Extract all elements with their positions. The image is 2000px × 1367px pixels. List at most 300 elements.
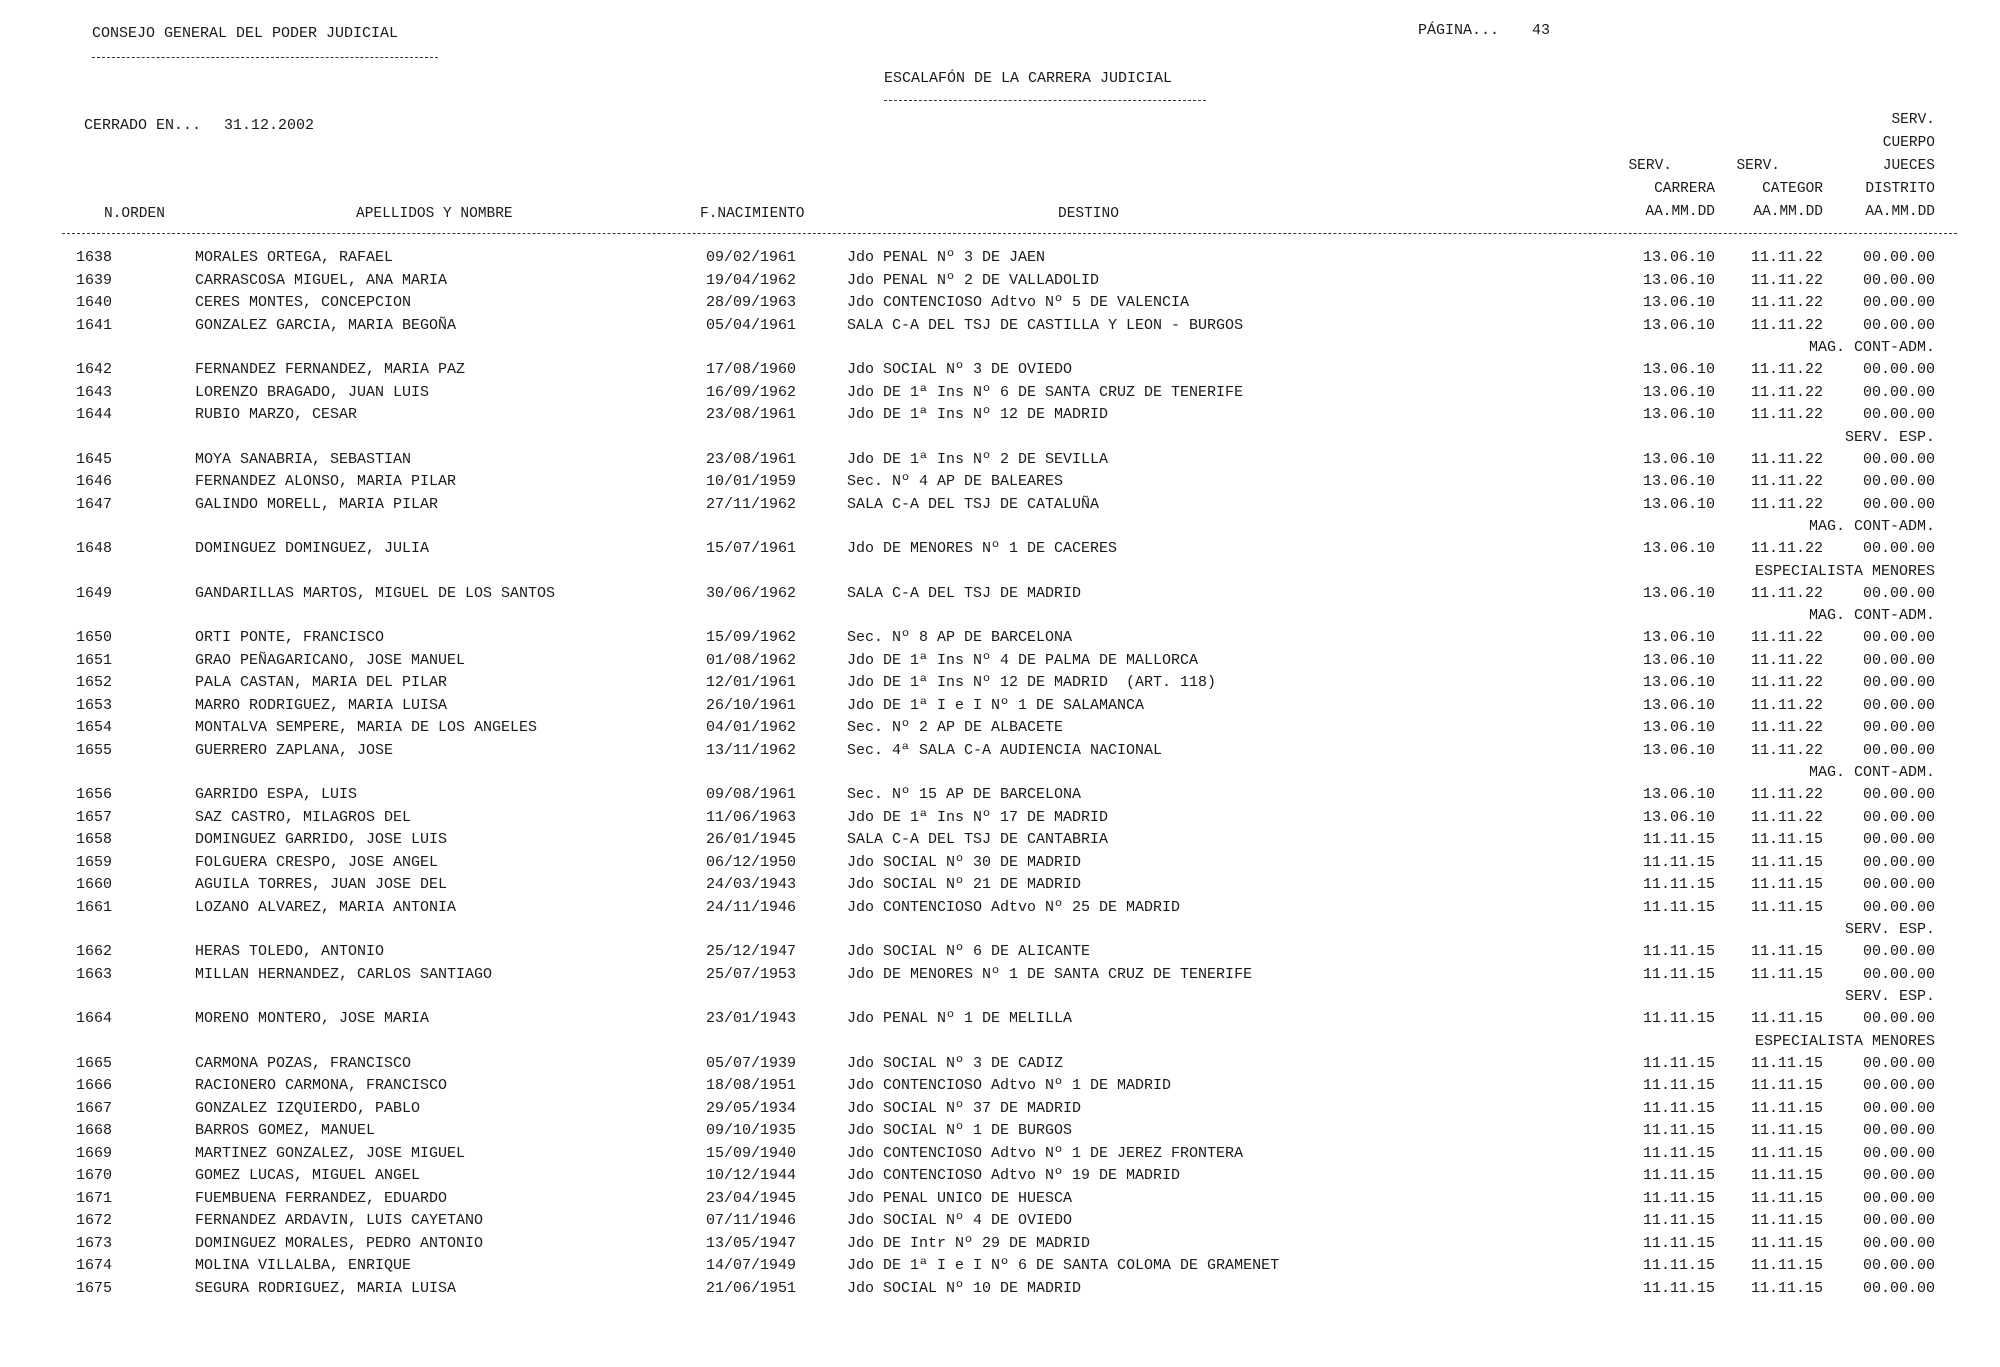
destino-cell: SALA C-A DEL TSJ DE CASTILLA Y LEON - BURGOS <box>847 316 1244 334</box>
table-row <box>0 830 2000 850</box>
orden-cell: 1663 <box>76 965 113 983</box>
birthdate-cell: 30/06/1962 <box>706 584 797 602</box>
table-row <box>0 898 2000 918</box>
name-cell: MORENO MONTERO, JOSE MARIA <box>195 1010 430 1027</box>
serv-carrera-cell: 11.11.15 <box>1642 965 1715 983</box>
destino-cell: Sec. Nº 2 AP DE ALBACETE <box>847 719 1064 736</box>
name-cell: GARRIDO ESPA, LUIS <box>195 786 358 803</box>
table-row <box>0 696 2000 716</box>
table-row <box>0 1121 2000 1141</box>
serv-jueces-cell: 00.00.00 <box>1862 719 1935 736</box>
serv-categor-cell: 11.11.22 <box>1750 316 1823 334</box>
serv-categor-cell: 11.11.15 <box>1750 943 1823 960</box>
serv-categor-cell: 11.11.22 <box>1750 383 1823 401</box>
destino-cell: Jdo DE 1ª Ins Nº 12 DE MADRID (ART. 118) <box>847 674 1217 691</box>
orden-cell: 1661 <box>76 898 113 916</box>
birthdate-cell: 13/11/1962 <box>706 741 797 759</box>
column-header-categor-line3: AA.MM.DD <box>1753 204 1823 220</box>
column-header-nacimiento: F.NACIMIENTO <box>700 206 805 222</box>
serv-jueces-cell: 00.00.00 <box>1862 540 1935 557</box>
row-note: ESPECIALISTA MENORES <box>1754 562 1935 580</box>
institution-underline <box>92 57 438 58</box>
name-cell: MORALES ORTEGA, RAFAEL <box>195 249 394 266</box>
name-cell: SEGURA RODRIGUEZ, MARIA LUISA <box>195 1279 457 1297</box>
serv-carrera-cell: 11.11.15 <box>1642 1099 1715 1117</box>
serv-jueces-cell: 00.00.00 <box>1862 1279 1935 1297</box>
column-header-nombre: APELLIDOS Y NOMBRE <box>356 206 513 222</box>
serv-categor-cell: 11.11.15 <box>1750 1054 1823 1072</box>
table-row <box>0 718 2000 738</box>
serv-carrera-cell: 13.06.10 <box>1642 651 1715 669</box>
table-row <box>0 1076 2000 1096</box>
birthdate-cell: 26/01/1945 <box>706 831 797 848</box>
table-row <box>0 853 2000 873</box>
destino-cell: Sec. Nº 15 AP DE BARCELONA <box>847 786 1082 803</box>
name-cell: FERNANDEZ FERNANDEZ, MARIA PAZ <box>195 361 466 378</box>
orden-cell: 1657 <box>76 808 113 826</box>
table-row <box>0 673 2000 693</box>
serv-categor-cell: 11.11.15 <box>1750 1167 1823 1184</box>
serv-carrera-cell: 11.11.15 <box>1642 1257 1715 1274</box>
orden-cell: 1648 <box>76 540 113 557</box>
birthdate-cell: 24/03/1943 <box>706 876 797 893</box>
serv-jueces-cell: 00.00.00 <box>1862 831 1935 848</box>
destino-cell: Jdo DE 1ª Ins Nº 4 DE PALMA DE MALLORCA <box>847 651 1199 669</box>
serv-categor-cell: 11.11.22 <box>1750 629 1823 646</box>
orden-cell: 1659 <box>76 853 113 871</box>
orden-cell: 1650 <box>76 629 113 646</box>
birthdate-cell: 11/06/1963 <box>706 808 797 826</box>
serv-jueces-cell: 00.00.00 <box>1862 898 1935 916</box>
birthdate-cell: 18/08/1951 <box>706 1077 797 1094</box>
destino-cell: Jdo PENAL Nº 3 DE JAEN <box>847 249 1046 266</box>
destino-cell: Jdo DE 1ª Ins Nº 17 DE MADRID <box>847 808 1109 826</box>
serv-jueces-cell: 00.00.00 <box>1862 271 1935 289</box>
birthdate-cell: 15/07/1961 <box>706 540 797 557</box>
serv-categor-cell: 11.11.22 <box>1750 584 1823 602</box>
destino-cell: Jdo DE MENORES Nº 1 DE SANTA CRUZ DE TENERIFE <box>847 965 1253 983</box>
serv-categor-cell: 11.11.15 <box>1750 965 1823 983</box>
row-note: MAG. CONT-ADM. <box>1808 339 1935 356</box>
name-cell: MOLINA VILLALBA, ENRIQUE <box>195 1257 412 1274</box>
header-separator <box>62 233 1957 234</box>
serv-carrera-cell: 11.11.15 <box>1642 1279 1715 1297</box>
name-cell: MILLAN HERNANDEZ, CARLOS SANTIAGO <box>195 965 493 983</box>
column-header-jueces-line5: AA.MM.DD <box>1865 204 1935 220</box>
birthdate-cell: 01/08/1962 <box>706 651 797 669</box>
serv-carrera-cell: 11.11.15 <box>1642 943 1715 960</box>
table-row <box>0 1054 2000 1074</box>
serv-jueces-cell: 00.00.00 <box>1862 495 1935 513</box>
birthdate-cell: 16/09/1962 <box>706 383 797 401</box>
destino-cell: Jdo DE 1ª I e I Nº 1 DE SALAMANCA <box>847 696 1145 714</box>
birthdate-cell: 10/01/1959 <box>706 473 797 490</box>
serv-jueces-cell: 00.00.00 <box>1862 1099 1935 1117</box>
orden-cell: 1662 <box>76 943 113 960</box>
birthdate-cell: 07/11/1946 <box>706 1212 797 1229</box>
birthdate-cell: 15/09/1940 <box>706 1144 797 1162</box>
serv-jueces-cell: 00.00.00 <box>1862 1234 1935 1252</box>
orden-cell: 1675 <box>76 1279 113 1297</box>
serv-jueces-cell: 00.00.00 <box>1862 1077 1935 1094</box>
serv-categor-cell: 11.11.22 <box>1750 249 1823 266</box>
table-row-note <box>0 517 2000 537</box>
serv-categor-cell: 11.11.15 <box>1750 1010 1823 1027</box>
serv-carrera-cell: 13.06.10 <box>1642 473 1715 490</box>
column-header-orden: N.ORDEN <box>104 206 165 222</box>
table-row <box>0 271 2000 291</box>
orden-cell: 1644 <box>76 406 113 423</box>
orden-cell: 1654 <box>76 719 113 736</box>
birthdate-cell: 13/05/1947 <box>706 1234 797 1252</box>
column-header-categor-line2: CATEGOR <box>1762 181 1823 197</box>
serv-jueces-cell: 00.00.00 <box>1862 1054 1935 1072</box>
orden-cell: 1668 <box>76 1122 113 1139</box>
serv-carrera-cell: 13.06.10 <box>1642 741 1715 759</box>
name-cell: GANDARILLAS MARTOS, MIGUEL DE LOS SANTOS <box>195 584 556 602</box>
table-row <box>0 472 2000 492</box>
serv-jueces-cell: 00.00.00 <box>1862 1010 1935 1027</box>
destino-cell: Sec. Nº 8 AP DE BARCELONA <box>847 629 1073 646</box>
orden-cell: 1664 <box>76 1010 113 1027</box>
serv-jueces-cell: 00.00.00 <box>1862 584 1935 602</box>
serv-jueces-cell: 00.00.00 <box>1862 1122 1935 1139</box>
serv-jueces-cell: 00.00.00 <box>1862 876 1935 893</box>
orden-cell: 1645 <box>76 450 113 468</box>
birthdate-cell: 23/04/1945 <box>706 1189 797 1207</box>
name-cell: DOMINGUEZ MORALES, PEDRO ANTONIO <box>195 1234 484 1252</box>
birthdate-cell: 25/12/1947 <box>706 943 797 960</box>
page-number: 43 <box>1532 22 1551 39</box>
name-cell: DOMINGUEZ DOMINGUEZ, JULIA <box>195 540 430 557</box>
table-row <box>0 1009 2000 1029</box>
serv-categor-cell: 11.11.15 <box>1750 831 1823 848</box>
row-note: SERV. ESP. <box>1844 428 1935 446</box>
serv-carrera-cell: 11.11.15 <box>1642 1212 1715 1229</box>
name-cell: LORENZO BRAGADO, JUAN LUIS <box>195 383 430 401</box>
name-cell: GUERRERO ZAPLANA, JOSE <box>195 741 394 759</box>
table-row-note <box>0 428 2000 448</box>
birthdate-cell: 04/01/1962 <box>706 719 797 736</box>
destino-cell: Jdo DE Intr Nº 29 DE MADRID <box>847 1234 1091 1252</box>
page-label: PÁGINA... <box>1418 22 1500 39</box>
name-cell: FUEMBUENA FERRANDEZ, EDUARDO <box>195 1189 448 1207</box>
name-cell: AGUILA TORRES, JUAN JOSE DEL <box>195 876 448 893</box>
serv-categor-cell: 11.11.22 <box>1750 271 1823 289</box>
column-header-carrera-line3: AA.MM.DD <box>1645 204 1715 220</box>
orden-cell: 1658 <box>76 831 113 848</box>
serv-carrera-cell: 13.06.10 <box>1642 786 1715 803</box>
serv-jueces-cell: 00.00.00 <box>1862 853 1935 871</box>
name-cell: FERNANDEZ ALONSO, MARIA PILAR <box>195 473 457 490</box>
serv-jueces-cell: 00.00.00 <box>1862 629 1935 646</box>
serv-carrera-cell: 11.11.15 <box>1642 1122 1715 1139</box>
name-cell: GONZALEZ GARCIA, MARIA BEGOÑA <box>195 316 457 334</box>
serv-jueces-cell: 00.00.00 <box>1862 249 1935 266</box>
closed-label: CERRADO EN... <box>84 117 202 134</box>
destino-cell: Jdo DE 1ª Ins Nº 12 DE MADRID <box>847 406 1109 423</box>
destino-cell: Jdo CONTENCIOSO Adtvo Nº 1 DE JEREZ FRONTERA <box>847 1144 1244 1162</box>
table-row <box>0 383 2000 403</box>
destino-cell: Jdo DE 1ª I e I Nº 6 DE SANTA COLOMA DE GRAMENET <box>847 1257 1280 1274</box>
serv-categor-cell: 11.11.15 <box>1750 1189 1823 1207</box>
name-cell: GOMEZ LUCAS, MIGUEL ANGEL <box>195 1167 421 1184</box>
column-header-jueces-line3: JUECES <box>1882 158 1935 174</box>
orden-cell: 1646 <box>76 473 113 490</box>
serv-carrera-cell: 11.11.15 <box>1642 1077 1715 1094</box>
table-row <box>0 1279 2000 1299</box>
destino-cell: Jdo CONTENCIOSO Adtvo Nº 1 DE MADRID <box>847 1077 1172 1094</box>
destino-cell: Jdo SOCIAL Nº 10 DE MADRID <box>847 1279 1082 1297</box>
serv-carrera-cell: 11.11.15 <box>1642 1234 1715 1252</box>
destino-cell: Jdo DE 1ª Ins Nº 2 DE SEVILLA <box>847 450 1109 468</box>
table-row <box>0 785 2000 805</box>
serv-carrera-cell: 13.06.10 <box>1642 629 1715 646</box>
orden-cell: 1673 <box>76 1234 113 1252</box>
serv-carrera-cell: 11.11.15 <box>1642 1144 1715 1162</box>
serv-carrera-cell: 11.11.15 <box>1642 876 1715 893</box>
serv-jueces-cell: 00.00.00 <box>1862 965 1935 983</box>
column-header-jueces-line1: SERV. <box>1891 112 1935 128</box>
table-row <box>0 450 2000 470</box>
row-note: MAG. CONT-ADM. <box>1808 764 1935 781</box>
table-row-note <box>0 338 2000 358</box>
serv-jueces-cell: 00.00.00 <box>1862 741 1935 759</box>
birthdate-cell: 05/04/1961 <box>706 316 797 334</box>
serv-jueces-cell: 00.00.00 <box>1862 1257 1935 1274</box>
table-row <box>0 1256 2000 1276</box>
serv-jueces-cell: 00.00.00 <box>1862 450 1935 468</box>
table-row <box>0 248 2000 268</box>
serv-categor-cell: 11.11.22 <box>1750 361 1823 378</box>
birthdate-cell: 28/09/1963 <box>706 294 797 311</box>
serv-categor-cell: 11.11.22 <box>1750 674 1823 691</box>
table-row <box>0 1189 2000 1209</box>
serv-categor-cell: 11.11.15 <box>1750 1122 1823 1139</box>
table-row <box>0 316 2000 336</box>
table-row <box>0 1099 2000 1119</box>
orden-cell: 1665 <box>76 1054 113 1072</box>
serv-jueces-cell: 00.00.00 <box>1862 361 1935 378</box>
name-cell: SAZ CASTRO, MILAGROS DEL <box>195 808 412 826</box>
serv-carrera-cell: 13.06.10 <box>1642 674 1715 691</box>
serv-categor-cell: 11.11.15 <box>1750 1077 1823 1094</box>
serv-carrera-cell: 13.06.10 <box>1642 271 1715 289</box>
destino-cell: Jdo PENAL UNICO DE HUESCA <box>847 1189 1073 1207</box>
serv-categor-cell: 11.11.15 <box>1750 1257 1823 1274</box>
serv-carrera-cell: 13.06.10 <box>1642 316 1715 334</box>
name-cell: GRAO PEÑAGARICANO, JOSE MANUEL <box>195 651 466 669</box>
name-cell: MARTINEZ GONZALEZ, JOSE MIGUEL <box>195 1144 466 1162</box>
serv-carrera-cell: 11.11.15 <box>1642 1010 1715 1027</box>
table-row <box>0 808 2000 828</box>
serv-jueces-cell: 00.00.00 <box>1862 473 1935 490</box>
column-header-jueces-line4: DISTRITO <box>1865 181 1935 197</box>
birthdate-cell: 23/01/1943 <box>706 1010 797 1027</box>
serv-jueces-cell: 00.00.00 <box>1862 1167 1935 1184</box>
row-note: MAG. CONT-ADM. <box>1808 607 1935 624</box>
name-cell: CERES MONTES, CONCEPCION <box>195 294 412 311</box>
serv-jueces-cell: 00.00.00 <box>1862 1189 1935 1207</box>
serv-jueces-cell: 00.00.00 <box>1862 808 1935 826</box>
closed-date: 31.12.2002 <box>224 117 315 134</box>
name-cell: CARMONA POZAS, FRANCISCO <box>195 1054 412 1072</box>
name-cell: RUBIO MARZO, CESAR <box>195 406 358 423</box>
orden-cell: 1652 <box>76 674 113 691</box>
table-row <box>0 651 2000 671</box>
name-cell: RACIONERO CARMONA, FRANCISCO <box>195 1077 448 1094</box>
orden-cell: 1666 <box>76 1077 113 1094</box>
serv-categor-cell: 11.11.22 <box>1750 540 1823 557</box>
column-header-categor-line1: SERV. <box>1736 158 1780 174</box>
name-cell: GONZALEZ IZQUIERDO, PABLO <box>195 1099 421 1117</box>
serv-jueces-cell: 00.00.00 <box>1862 696 1935 714</box>
row-note: ESPECIALISTA MENORES <box>1754 1032 1935 1050</box>
name-cell: HERAS TOLEDO, ANTONIO <box>195 943 385 960</box>
birthdate-cell: 23/08/1961 <box>706 450 797 468</box>
name-cell: DOMINGUEZ GARRIDO, JOSE LUIS <box>195 831 448 848</box>
destino-cell: Jdo SOCIAL Nº 1 DE BURGOS <box>847 1122 1073 1139</box>
destino-cell: Jdo DE 1ª Ins Nº 6 DE SANTA CRUZ DE TENERIFE <box>847 383 1244 401</box>
serv-jueces-cell: 00.00.00 <box>1862 1144 1935 1162</box>
birthdate-cell: 14/07/1949 <box>706 1257 797 1274</box>
serv-categor-cell: 11.11.22 <box>1750 651 1823 669</box>
serv-jueces-cell: 00.00.00 <box>1862 406 1935 423</box>
serv-categor-cell: 11.11.22 <box>1750 786 1823 803</box>
serv-carrera-cell: 13.06.10 <box>1642 450 1715 468</box>
table-row-note <box>0 1032 2000 1052</box>
destino-cell: Jdo SOCIAL Nº 4 DE OVIEDO <box>847 1212 1073 1229</box>
serv-carrera-cell: 13.06.10 <box>1642 249 1715 266</box>
orden-cell: 1651 <box>76 651 113 669</box>
row-note: SERV. ESP. <box>1844 988 1935 1005</box>
serv-categor-cell: 11.11.22 <box>1750 473 1823 490</box>
birthdate-cell: 09/08/1961 <box>706 786 797 803</box>
orden-cell: 1667 <box>76 1099 113 1117</box>
serv-categor-cell: 11.11.22 <box>1750 450 1823 468</box>
serv-carrera-cell: 13.06.10 <box>1642 406 1715 423</box>
serv-jueces-cell: 00.00.00 <box>1862 316 1935 334</box>
orden-cell: 1670 <box>76 1167 113 1184</box>
name-cell: FERNANDEZ ARDAVIN, LUIS CAYETANO <box>195 1212 484 1229</box>
serv-carrera-cell: 13.06.10 <box>1642 495 1715 513</box>
birthdate-cell: 12/01/1961 <box>706 674 797 691</box>
orden-cell: 1647 <box>76 495 113 513</box>
birthdate-cell: 17/08/1960 <box>706 361 797 378</box>
column-header-carrera-line1: SERV. <box>1628 158 1672 174</box>
serv-categor-cell: 11.11.15 <box>1750 853 1823 871</box>
serv-categor-cell: 11.11.22 <box>1750 696 1823 714</box>
table-row-note <box>0 606 2000 626</box>
name-cell: MARRO RODRIGUEZ, MARIA LUISA <box>195 696 448 714</box>
column-header-jueces-line2: CUERPO <box>1882 135 1935 151</box>
name-cell: MONTALVA SEMPERE, MARIA DE LOS ANGELES <box>195 719 538 736</box>
table-row <box>0 741 2000 761</box>
table-row <box>0 360 2000 380</box>
column-header-carrera-line2: CARRERA <box>1654 181 1715 197</box>
birthdate-cell: 27/11/1962 <box>706 495 797 513</box>
birthdate-cell: 19/04/1962 <box>706 271 797 289</box>
destino-cell: Jdo PENAL Nº 2 DE VALLADOLID <box>847 271 1100 289</box>
serv-carrera-cell: 13.06.10 <box>1642 383 1715 401</box>
serv-jueces-cell: 00.00.00 <box>1862 1212 1935 1229</box>
table-row <box>0 584 2000 604</box>
name-cell: LOZANO ALVAREZ, MARIA ANTONIA <box>195 898 457 916</box>
name-cell: MOYA SANABRIA, SEBASTIAN <box>195 450 412 468</box>
serv-jueces-cell: 00.00.00 <box>1862 943 1935 960</box>
table-row <box>0 942 2000 962</box>
serv-categor-cell: 11.11.15 <box>1750 1279 1823 1297</box>
serv-carrera-cell: 11.11.15 <box>1642 1167 1715 1184</box>
orden-cell: 1674 <box>76 1257 113 1274</box>
orden-cell: 1656 <box>76 786 113 803</box>
table-row <box>0 628 2000 648</box>
name-cell: BARROS GOMEZ, MANUEL <box>195 1122 376 1139</box>
serv-categor-cell: 11.11.15 <box>1750 1099 1823 1117</box>
destino-cell: Jdo SOCIAL Nº 37 DE MADRID <box>847 1099 1082 1117</box>
serv-carrera-cell: 11.11.15 <box>1642 831 1715 848</box>
serv-carrera-cell: 13.06.10 <box>1642 696 1715 714</box>
destino-cell: Jdo SOCIAL Nº 21 DE MADRID <box>847 876 1082 893</box>
serv-categor-cell: 11.11.15 <box>1750 1212 1823 1229</box>
table-row-note <box>0 920 2000 940</box>
serv-carrera-cell: 11.11.15 <box>1642 853 1715 871</box>
destino-cell: Jdo SOCIAL Nº 6 DE ALICANTE <box>847 943 1091 960</box>
serv-categor-cell: 11.11.22 <box>1750 406 1823 423</box>
orden-cell: 1638 <box>76 249 113 266</box>
orden-cell: 1641 <box>76 316 113 334</box>
birthdate-cell: 25/07/1953 <box>706 965 797 983</box>
table-row <box>0 875 2000 895</box>
document-title: ESCALAFÓN DE LA CARRERA JUDICIAL <box>884 70 1173 87</box>
destino-cell: Jdo DE MENORES Nº 1 DE CACERES <box>847 540 1118 557</box>
table-row <box>0 1211 2000 1231</box>
table-row <box>0 965 2000 985</box>
birthdate-cell: 06/12/1950 <box>706 853 797 871</box>
birthdate-cell: 26/10/1961 <box>706 696 797 714</box>
orden-cell: 1669 <box>76 1144 113 1162</box>
serv-categor-cell: 11.11.15 <box>1750 876 1823 893</box>
birthdate-cell: 23/08/1961 <box>706 406 797 423</box>
serv-carrera-cell: 13.06.10 <box>1642 808 1715 826</box>
birthdate-cell: 15/09/1962 <box>706 629 797 646</box>
serv-carrera-cell: 11.11.15 <box>1642 898 1715 916</box>
serv-categor-cell: 11.11.22 <box>1750 741 1823 759</box>
serv-categor-cell: 11.11.22 <box>1750 495 1823 513</box>
serv-carrera-cell: 13.06.10 <box>1642 540 1715 557</box>
destino-cell: SALA C-A DEL TSJ DE CANTABRIA <box>847 831 1109 848</box>
destino-cell: SALA C-A DEL TSJ DE CATALUÑA <box>847 495 1100 513</box>
table-row <box>0 1144 2000 1164</box>
orden-cell: 1642 <box>76 361 113 378</box>
destino-cell: Jdo SOCIAL Nº 3 DE CADIZ <box>847 1054 1064 1072</box>
birthdate-cell: 09/10/1935 <box>706 1122 797 1139</box>
row-note: SERV. ESP. <box>1844 921 1935 938</box>
destino-cell: Sec. Nº 4 AP DE BALEARES <box>847 473 1064 490</box>
birthdate-cell: 09/02/1961 <box>706 249 797 266</box>
orden-cell: 1639 <box>76 271 113 289</box>
serv-categor-cell: 11.11.15 <box>1750 898 1823 916</box>
orden-cell: 1660 <box>76 876 113 893</box>
birthdate-cell: 29/05/1934 <box>706 1099 797 1117</box>
birthdate-cell: 24/11/1946 <box>706 898 797 916</box>
serv-categor-cell: 11.11.15 <box>1750 1234 1823 1252</box>
table-row-note <box>0 987 2000 1007</box>
table-row <box>0 1166 2000 1186</box>
serv-jueces-cell: 00.00.00 <box>1862 786 1935 803</box>
destino-cell: Jdo CONTENCIOSO Adtvo Nº 5 DE VALENCIA <box>847 294 1190 311</box>
destino-cell: Sec. 4ª SALA C-A AUDIENCIA NACIONAL <box>847 741 1163 759</box>
